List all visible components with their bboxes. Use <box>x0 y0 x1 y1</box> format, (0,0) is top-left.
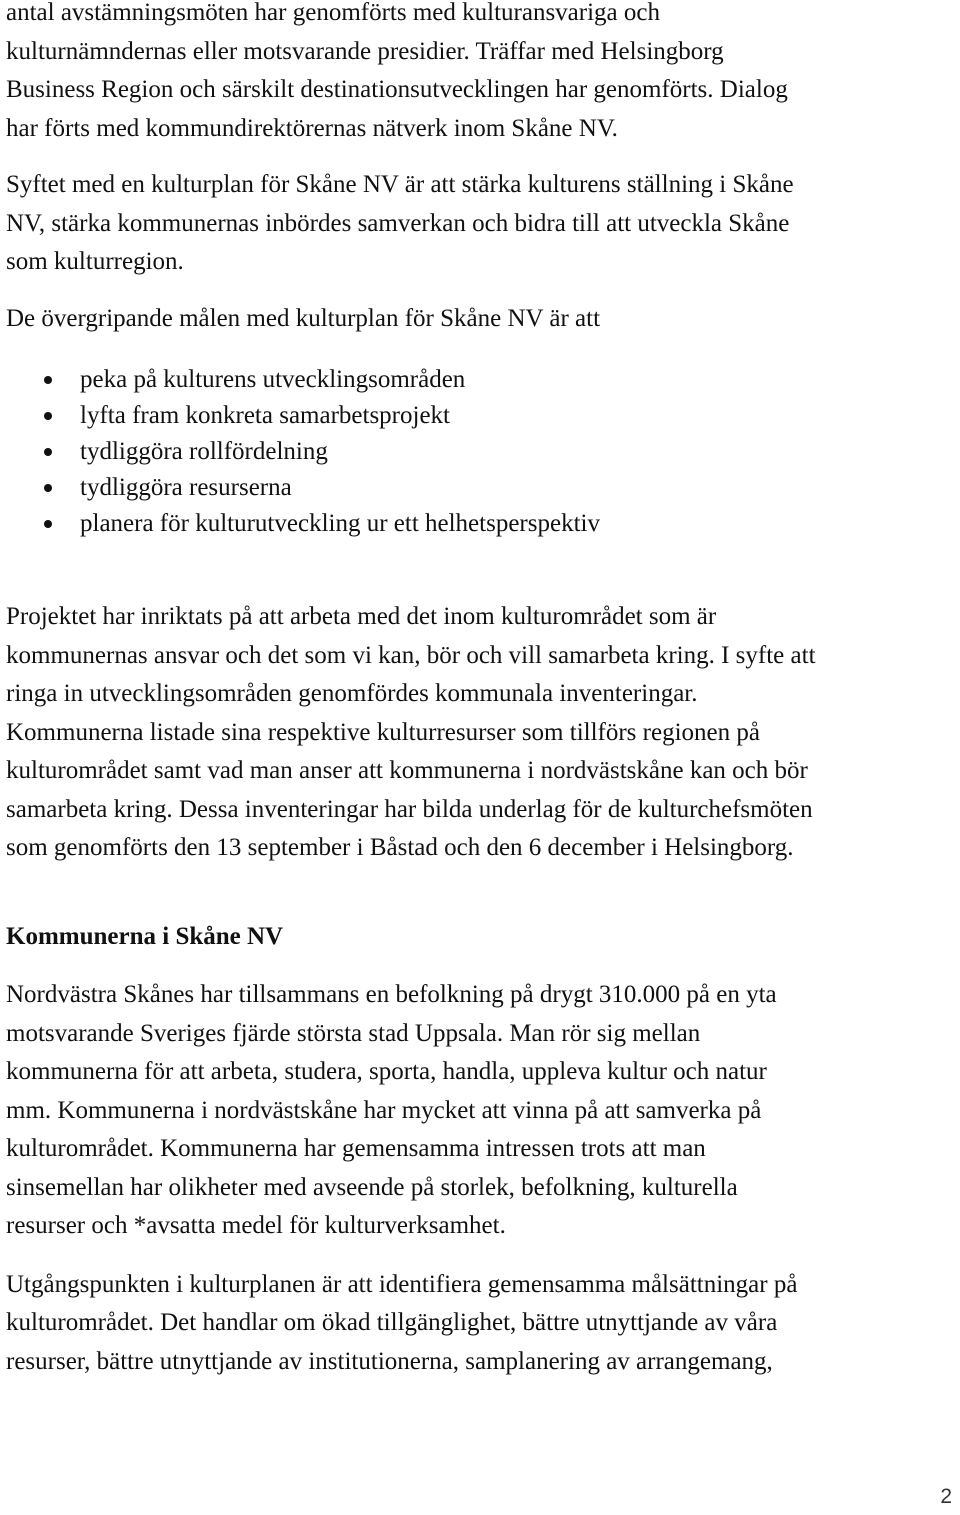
list-item-text: tydliggöra rollfördelning <box>80 438 328 465</box>
text-line: kulturområdet. Det handlar om ökad tillgänglighet, bättre utnyttjande av våra <box>6 1309 778 1336</box>
list-item <box>6 470 956 506</box>
text-line: De övergripande målen med kulturplan för Skåne NV är att <box>6 304 601 332</box>
bullet-icon <box>44 376 52 384</box>
section-heading: Kommunerna i Skåne NV <box>6 922 284 950</box>
text-line: Projektet har inriktats på att arbeta med det inom kulturområdet som är <box>6 603 717 630</box>
text-line: Business Region och särskilt destinationsutvecklingen har genomförts. Dialog <box>6 76 788 103</box>
paragraph-starting-point <box>6 1266 956 1382</box>
list-item <box>6 398 956 434</box>
text-line: motsvarande Sveriges fjärde största stad Uppsala. Man rör sig mellan <box>6 1019 701 1047</box>
text-line: Nordvästra Skånes har tillsammans en befolkning på drygt 310.000 på en yta <box>6 981 777 1008</box>
bullet-icon <box>44 520 52 528</box>
text-line: har förts med kommundirektörernas nätverk inom Skåne NV. <box>6 114 618 142</box>
page-number: 2 <box>940 1485 952 1508</box>
text-line: resurser och *avsatta medel för kulturverksamhet. <box>6 1212 506 1239</box>
paragraph-goals-intro <box>6 300 956 339</box>
text-line: som kulturregion. <box>6 248 184 275</box>
paragraph-purpose <box>6 166 956 282</box>
text-line: NV, stärka kommunernas inbördes samverkan och bidra till att utveckla Skåne <box>6 209 790 237</box>
paragraph-project <box>6 598 956 868</box>
text-line: Syftet med en kulturplan för Skåne NV är att stärka kulturens ställning i Skåne <box>6 171 794 198</box>
text-line: Utgångspunkten i kulturplanen är att identifiera gemensamma målsättningar på <box>6 1270 798 1298</box>
text-line: kulturnämndernas eller motsvarande presidier. Träffar med Helsingborg <box>6 37 724 65</box>
list-item-text: planera för kulturutveckling ur ett helhetsperspektiv <box>80 510 600 537</box>
list-item <box>6 434 956 470</box>
text-line: Kommunerna listade sina respektive kulturresurser som tillförs regionen på <box>6 718 760 746</box>
list-item-text: tydliggöra resurserna <box>80 474 292 501</box>
text-line: som genomförts den 13 september i Båstad och den 6 december i Helsingborg. <box>6 834 794 861</box>
text-line: kommunerna för att arbeta, studera, sporta, handla, uppleva kultur och natur <box>6 1058 767 1085</box>
text-line: resurser, bättre utnyttjande av institutionerna, samplanering av arrangemang, <box>6 1347 773 1375</box>
paragraph-municipalities <box>6 976 956 1246</box>
paragraph-intro <box>6 0 956 148</box>
list-item-text: peka på kulturens utvecklingsområden <box>80 366 466 393</box>
bullet-icon <box>44 448 52 456</box>
goals-list <box>6 362 956 542</box>
list-item <box>6 362 956 398</box>
text-line: kulturområdet. Kommunerna har gemensamma intressen trots att man <box>6 1135 706 1162</box>
text-line: antal avstämningsmöten har genomförts med kulturansvariga och <box>6 0 660 26</box>
list-item-text: lyfta fram konkreta samarbetsprojekt <box>80 402 450 429</box>
document-page <box>6 0 956 1381</box>
text-line: kulturområdet samt vad man anser att kommunerna i nordvästskåne kan och bör <box>6 757 808 784</box>
bullet-icon <box>44 484 52 492</box>
text-line: mm. Kommunerna i nordvästskåne har mycket att vinna på att samverka på <box>6 1096 762 1124</box>
text-line: kommunernas ansvar och det som vi kan, bör och vill samarbeta kring. I syfte att <box>6 641 816 669</box>
bullet-icon <box>44 412 52 420</box>
text-line: samarbeta kring. Dessa inventeringar har bilda underlag för de kulturchefsmöten <box>6 795 813 823</box>
text-line: ringa in utvecklingsområden genomfördes kommunala inventeringar. <box>6 680 698 707</box>
text-line: sinsemellan har olikheter med avseende på storlek, befolkning, kulturella <box>6 1173 738 1201</box>
list-item <box>6 506 956 542</box>
